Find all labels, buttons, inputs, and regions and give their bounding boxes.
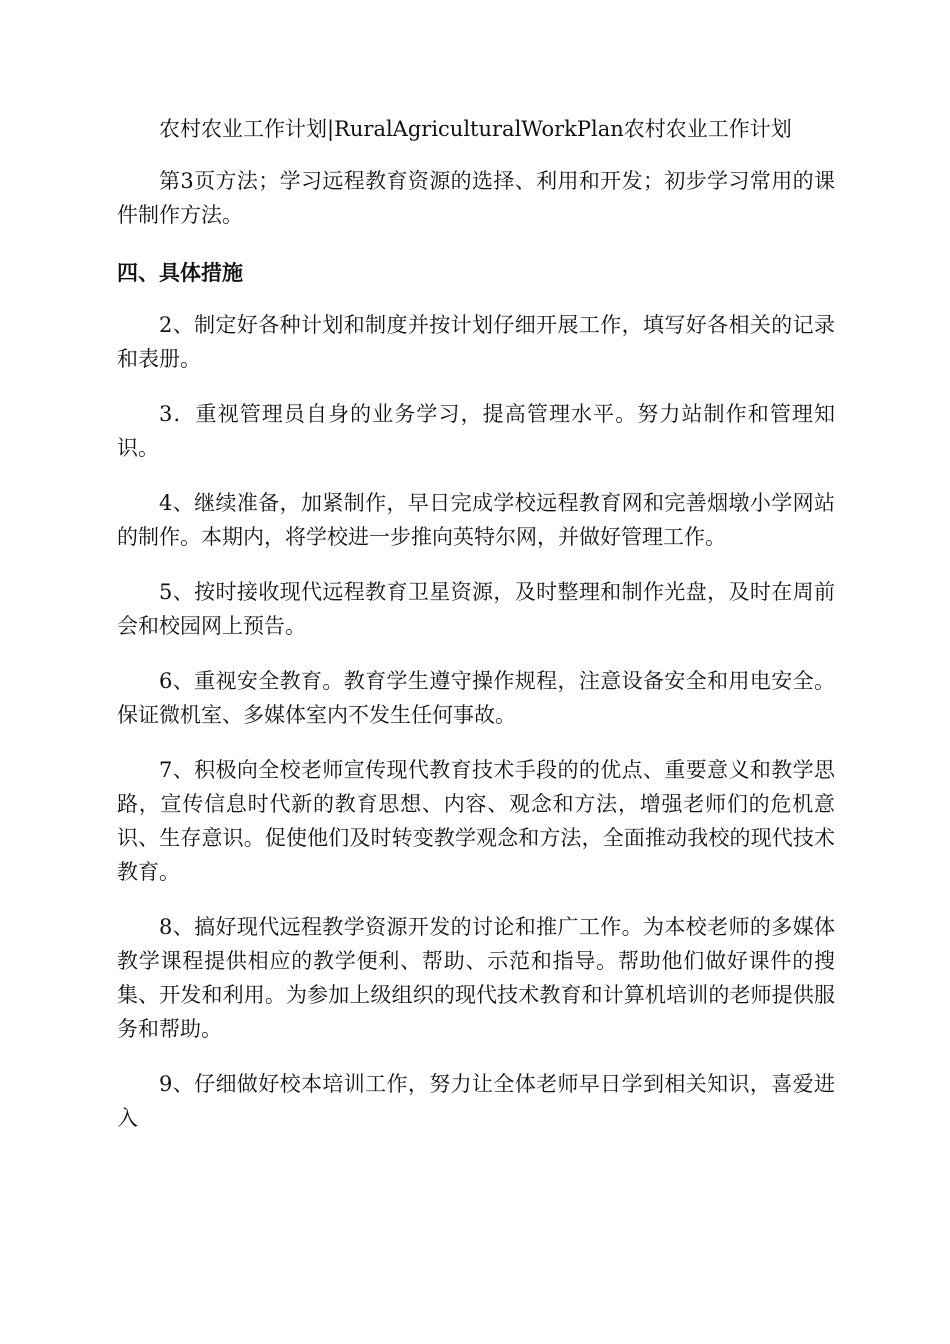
intro-paragraph: 第3页方法；学习远程教育资源的选择、利用和开发；初步学习常用的课件制作方法。 xyxy=(117,169,835,227)
document-title-line: 农村农业工作计划|RuralAgriculturalWorkPlan农村农业工作计划 xyxy=(159,117,792,141)
measure-item-4: 4、继续准备，加紧制作，早日完成学校远程教育网和完善烟墩小学网站的制作。本期内，将学校进一步推向英特尔网，并做好管理工作。 xyxy=(117,491,835,549)
measure-item-5: 5、按时接收现代远程教育卫星资源，及时整理和制作光盘，及时在周前会和校园网上预告。 xyxy=(117,580,835,638)
measure-item-6: 6、重视安全教育。教育学生遵守操作规程，注意设备安全和用电安全。保证微机室、多媒体室内不发生任何事故。 xyxy=(117,669,835,727)
measure-item-8: 8、搞好现代远程教学资源开发的讨论和推广工作。为本校老师的多媒体教学课程提供相应的教学便利、帮助、示范和指导。帮助他们做好课件的搜集、开发和利用。为参加上级组织的现代技术教育和计算机培训的老师提供服务和帮助。 xyxy=(117,915,835,1041)
measure-item-2: 2、制定好各种计划和制度并按计划仔细开展工作，填写好各相关的记录和表册。 xyxy=(117,313,835,371)
measure-item-3: 3．重视管理员自身的业务学习，提高管理水平。努力站制作和管理知识。 xyxy=(117,402,835,460)
measure-item-7: 7、积极向全校老师宣传现代教育技术手段的的优点、重要意义和教学思路，宣传信息时代新的教育思想、内容、观念和方法，增强老师们的危机意识、生存意识。促使他们及时转变教学观念和方法，全面推动我校的现代技术教育。 xyxy=(117,758,835,884)
section-heading: 四、具体措施 xyxy=(117,261,243,285)
measure-item-9: 9、仔细做好校本培训工作，努力让全体老师早日学到相关知识，喜爱进入 xyxy=(117,1072,835,1130)
document-body xyxy=(117,112,835,1156)
